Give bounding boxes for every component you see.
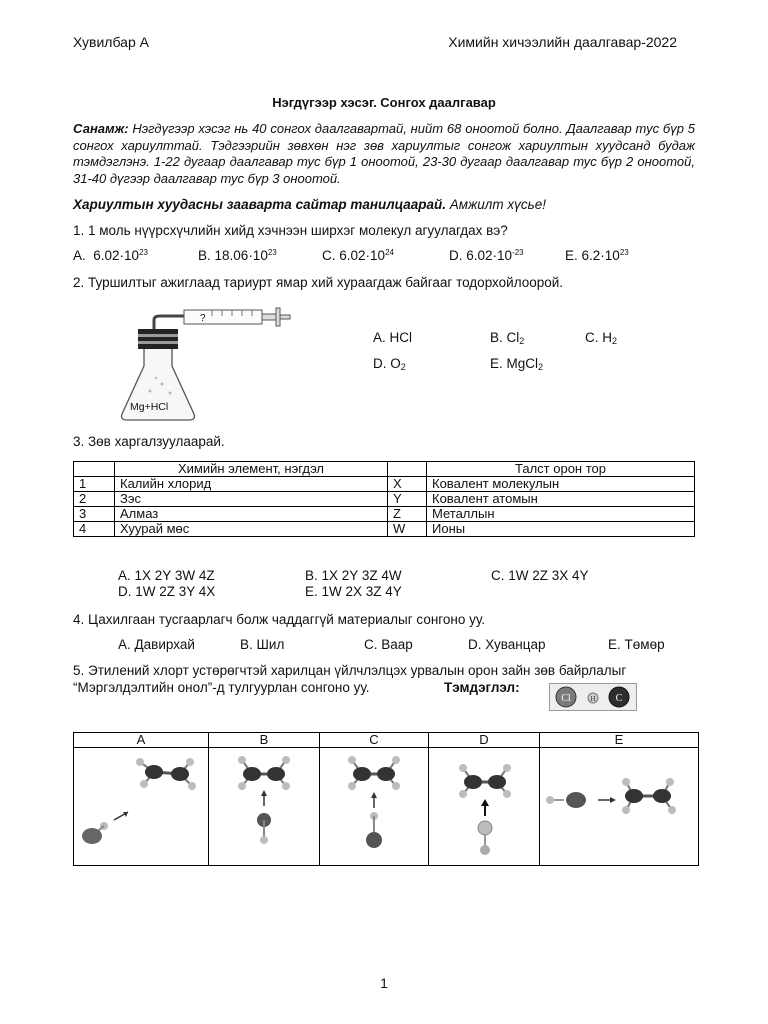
legend-label: Тэмдэглэл: — [444, 680, 520, 695]
q3-option-b: B. 1X 2Y 3Z 4W — [305, 568, 402, 583]
model-e — [540, 748, 699, 866]
matching-table — [73, 461, 695, 537]
q2-option-e: E. MgCl$_2$ — [490, 356, 544, 372]
page-number: 1 — [380, 975, 388, 991]
q4-option-b: B. Шил — [240, 637, 285, 652]
q3-option-d: D. 1W 2Z 3Y 4X — [118, 584, 216, 599]
q1-option-b: B. $18.06\cdot 10^{23}$ — [198, 248, 277, 263]
instruction-tail: Амжилт хүсье! — [445, 197, 546, 212]
q1-option-e: E. $6.2\cdot 10^{23}$ — [565, 248, 629, 263]
molecule-models-table — [73, 732, 699, 866]
q2-text: 2. Туршилтыг ажиглаад тариурт ямар хий хураагдаж байгааг тодорхойлоорой. — [73, 275, 564, 290]
q4-option-d: D. Хуванцар — [468, 637, 546, 652]
stopper-icon — [138, 329, 178, 349]
q4-option-a: A. Давирхай — [118, 637, 195, 652]
q3-option-a: A. 1X 2Y 3W 4Z — [118, 568, 215, 583]
model-a — [74, 748, 209, 866]
q1-option-d: D. $6.02\cdot 10^{-23}$ — [449, 248, 524, 263]
instruction-bold: Хариултын хуудасны зааварта сайтар танилцаарай. — [73, 197, 446, 212]
model-header-e: E — [540, 733, 699, 748]
syringe-icon — [184, 310, 262, 324]
model-d — [429, 748, 540, 866]
q2-option-c: C. $H_2$ — [585, 330, 618, 346]
header-right: Химийн хичээлийн даалгавар-2022 — [448, 34, 677, 50]
q3-option-c: C. 1W 2Z 3X 4Y — [491, 568, 589, 583]
syringe-label: ? — [200, 313, 206, 324]
model-b — [209, 748, 320, 866]
q3-text: 3. Зөв харгалзуулаарай. — [73, 434, 225, 449]
header-element: Химийн элемент, нэгдэл — [115, 462, 388, 477]
q1-text: 1. 1 моль нүүрсхүчлийн хийд хэчнээн ширхэг молекул агуулагдах вэ? — [73, 223, 508, 238]
header-lattice: Талст орон тор — [427, 462, 695, 477]
table-row: 2 Зэс Y Ковалент атомын — [74, 492, 695, 507]
section-title: Нэгдүгээр хэсэг. Сонгох даалгавар — [272, 95, 496, 110]
atom-legend — [549, 683, 637, 711]
q4-text: 4. Цахилгаан тусгаарлагч болж чаддаггүй материалыг сонгоно уу. — [73, 612, 486, 627]
note-label: Санамж: — [73, 121, 129, 136]
q5-line1: 5. Этилений хлорт устөрөгчтэй харилцан үйлчлэлцэх урвалын орон зайн зөв байрлалыг — [73, 663, 627, 678]
header-left: Хувилбар А — [73, 34, 149, 50]
q1-option-c: C. $6.02\cdot 10^{24}$ — [322, 248, 394, 263]
legend-c: C — [615, 693, 623, 704]
q1-option-a: A. $6.02\cdot 10^{23}$ — [73, 248, 148, 263]
legend-cl: Cl — [561, 693, 571, 704]
flask-syringe-diagram — [112, 296, 302, 422]
q5-line2: “Мэргэлдэлтийн онол”-д тулгуурлан сонгоно уу. — [73, 680, 370, 695]
table-row: 1 Калийн хлорид X Ковалент молекулын — [74, 477, 695, 492]
table-header-row — [74, 462, 695, 477]
q2-option-b: B. $Cl_2$ — [490, 330, 525, 346]
table-row: 4 Хуурай мөс W Ионы — [74, 522, 695, 537]
note-paragraph — [73, 121, 695, 187]
model-header-a: A — [74, 733, 209, 748]
model-header-d: D — [429, 733, 540, 748]
flask-label: Mg+HCl — [130, 401, 169, 413]
model-c — [320, 748, 429, 866]
note-text: Нэгдүгээр хэсэг нь 40 сонгох даалгавартай, нийт 68 оноотой болно. Даалгавар тус бүр 5 сонгох хариулттай. Тэдгээрийн зөвхөн нэг зөв хариултыг сонгож хариултын хуудсанд будаж тэмдэглэнэ. 1-22 дугаар даалгавар тус бүр 1 оноотой, 23-30 дугаар даалгавар тус бүр 2 оноотой, 31-40 дүгээр даалгавар тус бүр 3 оноотой. — [73, 121, 695, 186]
legend-h: H — [590, 695, 596, 703]
q2-option-a: A. HCl — [373, 330, 413, 345]
model-header-b: B — [209, 733, 320, 748]
instruction — [73, 197, 546, 212]
q2-option-d: D. $O_2$ — [373, 356, 406, 372]
model-header-c: C — [320, 733, 429, 748]
q3-option-e: E. 1W 2X 3Z 4Y — [305, 584, 402, 599]
q4-option-e: E. Төмөр — [608, 637, 665, 652]
table-row: 3 Алмаз Z Металлын — [74, 507, 695, 522]
q4-option-c: C. Ваар — [364, 637, 413, 652]
